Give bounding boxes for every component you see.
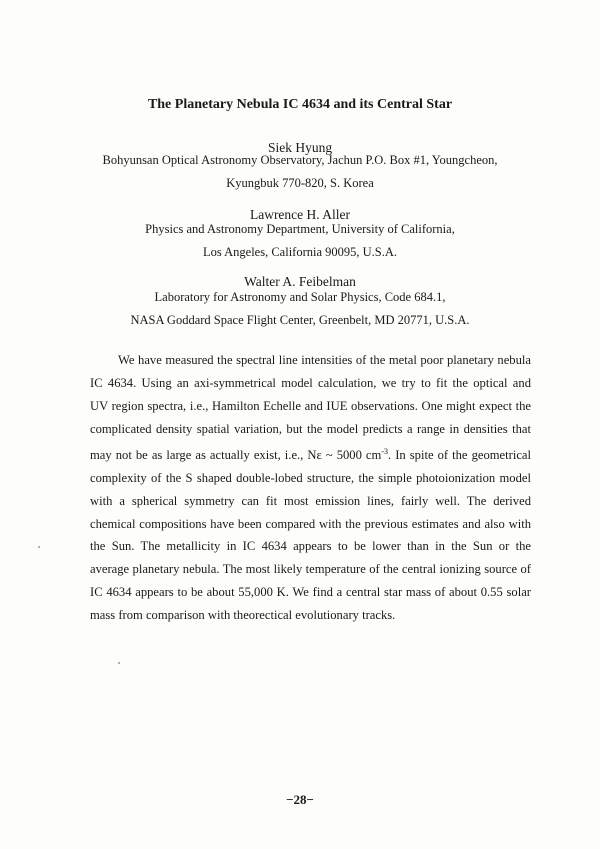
abstract-line: We have measured the spectral line intensities of the metal poor planetary nebula [118,353,531,367]
page-number: −28− [286,792,314,807]
author-name: Walter A. Feibelman [244,274,356,289]
abstract-line: IC 4634 appears to be about 55,000 K. We find a central star mass of about 0.55 solar [90,585,531,600]
abstract-line: UV region spectra, i.e., Hamilton Echelle and IUE observations. One might expect the [90,398,531,413]
affiliation-block [0,149,600,195]
affiliation-line: Los Angeles, California 90095, U.S.A. [202,245,398,259]
abstract-line: complicated density spatial variation, but the model predicts a range in densities that [90,421,531,436]
abstract-line: average planetary nebula. The most likely temperature of the central ionizing source of [90,562,531,577]
affiliation-line: Physics and Astronomy Department, University of California, [145,222,455,236]
abstract [90,349,531,627]
abstract-line: with a spherical symmetry can fit most emission lines, fairly well. The derived [90,493,531,508]
abstract-line: mass from comparison with theorectical evolutionary tracks. [90,608,396,623]
affiliation-line: Kyungbuk 770-820, S. Korea [226,176,374,190]
exponent: -3 [381,446,388,456]
affiliation-line: NASA Goddard Space Flight Center, Greenbelt, MD 20771, U.S.A. [130,313,470,327]
abstract-line: chemical compositions have been compared with the previous estimates and also with [90,516,531,531]
scan-speck [38,546,40,548]
affiliation-line: Laboratory for Astronomy and Solar Physics, Code 684.1, [154,290,446,304]
scan-speck [118,662,120,664]
affiliation-block [0,218,600,264]
abstract-line: complexity of the S shaped double-lobed structure, the simple photoionization model [90,470,531,485]
abstract-line: IC 4634. Using an axi-symmetrical model calculation, we try to fit the optical and [90,375,531,390]
abstract-line: may not be as large as actually exist, i.e., Nε ~ 5000 $cm^{-3}$. In spite of the geometrical [90,446,532,462]
paper-title: The Planetary Nebula IC 4634 and its Central Star [147,97,453,112]
author-name: Lawrence H. Aller [249,207,351,222]
abstract-line-with-density [90,441,531,467]
affiliation-line: Bohyunsan Optical Astronomy Observatory, Jachun P.O. Box #1, Youngcheon, [102,153,498,167]
abstract-line: the Sun. The metallicity in IC 4634 appears to be lower than in the Sun or the [90,539,531,554]
affiliation-block [0,286,600,332]
author-name: Siek Hyung [267,140,333,155]
